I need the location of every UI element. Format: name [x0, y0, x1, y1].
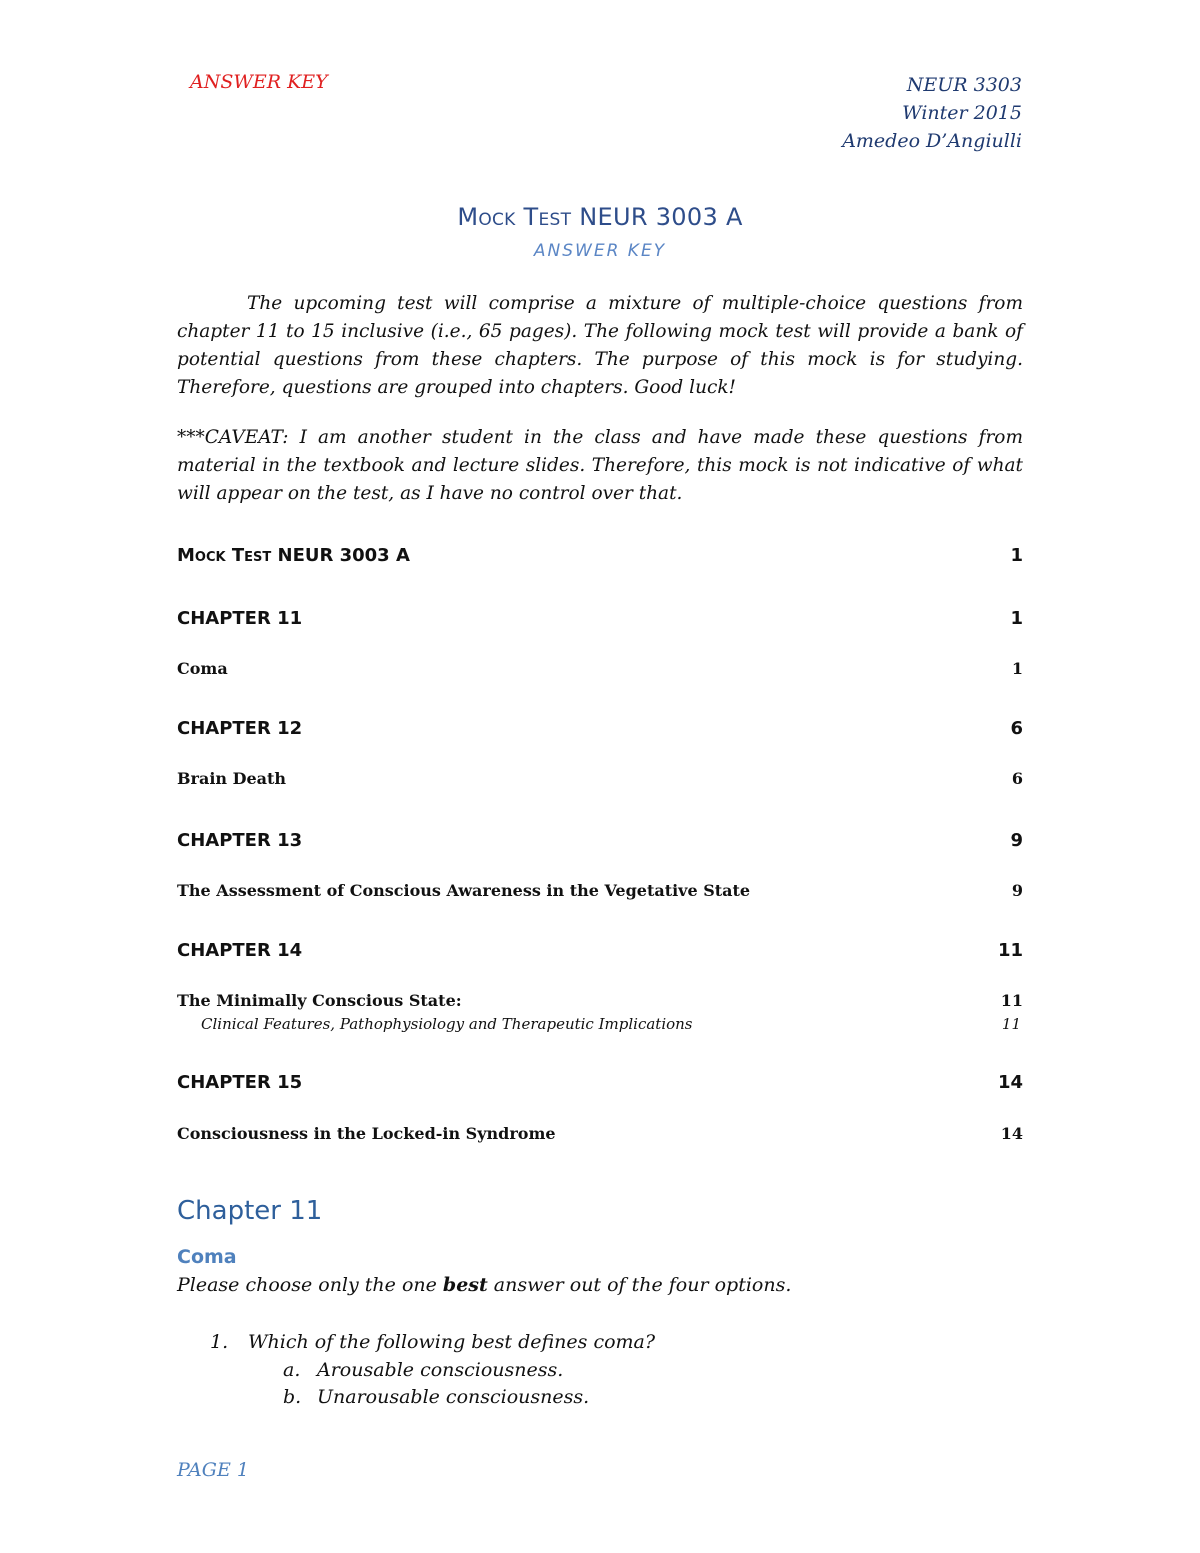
toc-entry-brain-death[interactable]: [177, 769, 1023, 788]
document-title: Mock Test NEUR 3003 A: [457, 203, 743, 231]
toc-entry-label: CHAPTER 15: [177, 1072, 303, 1093]
section-heading: Coma: [177, 1246, 237, 1268]
toc-entry-minimally-conscious-state[interactable]: [177, 991, 1023, 1010]
chapter-heading: Chapter 11: [177, 1196, 323, 1226]
header-info: [842, 71, 1022, 155]
question-number: 1.: [210, 1331, 229, 1353]
toc-entry-label: Consciousness in the Locked-in Syndrome: [177, 1124, 556, 1143]
toc-entry-label: CHAPTER 12: [177, 718, 303, 739]
instructions: [177, 1274, 791, 1296]
toc-entry-page: 9: [1010, 830, 1023, 851]
toc-entry-clinical-features[interactable]: [177, 1015, 1023, 1033]
intro-paragraph: [177, 290, 1023, 402]
toc-entry-page: 6: [1011, 769, 1023, 788]
option-text: Arousable consciousness.: [317, 1359, 564, 1381]
option-letter: b.: [283, 1386, 302, 1408]
toc-entry-locked-in-syndrome[interactable]: [177, 1124, 1023, 1143]
toc-entry-label: Mock Test NEUR 3003 A: [177, 545, 410, 566]
instructions-emphasis: best: [442, 1274, 488, 1296]
toc-entry-label: Brain Death: [177, 769, 287, 788]
toc-entry-chapter-11[interactable]: [177, 608, 1023, 629]
question-item: [210, 1331, 655, 1353]
toc-entry-label: CHAPTER 11: [177, 608, 303, 629]
toc-entry-page: 11: [997, 940, 1023, 961]
toc-entry-label: CHAPTER 13: [177, 830, 303, 851]
toc-entry-chapter-14[interactable]: [177, 940, 1023, 961]
toc-entry-page: 11: [1000, 991, 1023, 1010]
toc-entry-page: 6: [1010, 718, 1023, 739]
toc-entry-vegetative-state[interactable]: [177, 881, 1023, 900]
answer-key-label: ANSWER KEY: [190, 71, 328, 93]
answer-option-b: [283, 1386, 589, 1408]
toc-entry-chapter-12[interactable]: [177, 718, 1023, 739]
caveat-paragraph: ***CAVEAT: I am another student in the class and have made these questions from material in the textbook and lecture slides. Therefore, this mock is not indicative of what will appear on the test, as I have no control over that.: [177, 427, 1023, 504]
document-subtitle: ANSWER KEY: [533, 241, 667, 261]
toc-entry-page: 14: [997, 1072, 1023, 1093]
option-letter: a.: [283, 1359, 301, 1381]
toc-entry-label: CHAPTER 14: [177, 940, 303, 961]
course-code: NEUR 3303: [906, 74, 1022, 96]
toc-entry-page: 14: [1000, 1124, 1023, 1143]
toc-entry-label: The Minimally Conscious State:: [177, 991, 462, 1010]
toc-entry-coma[interactable]: [177, 659, 1023, 678]
question-text: Which of the following best defines coma?: [248, 1331, 656, 1353]
toc-entry-page: 11: [1001, 1015, 1021, 1033]
toc-entry-title[interactable]: [177, 545, 1023, 566]
instructions-text-before: Please choose only the one: [177, 1274, 443, 1296]
page-footer: PAGE 1: [177, 1459, 249, 1481]
toc-entry-label: The Assessment of Conscious Awareness in the Vegetative State: [177, 881, 751, 900]
toc-entry-page: 1: [1010, 608, 1023, 629]
intro-text: The upcoming test will comprise a mixture of multiple-choice questions from chapter 11 to 15 inclusive (i.e., 65 pages). The following mock test will provide a bank of potential questions from these chapters. The purpose of this mock is for studying. Therefore, questions are grouped into chapters. Good luck!: [177, 293, 1023, 398]
toc-entry-chapter-15[interactable]: [177, 1072, 1023, 1093]
toc-entry-label: Coma: [177, 659, 228, 678]
toc-entry-chapter-13[interactable]: [177, 830, 1023, 851]
term: Winter 2015: [902, 102, 1022, 124]
instructions-text-after: answer out of the four options.: [487, 1274, 792, 1296]
toc-entry-page: 9: [1011, 881, 1023, 900]
answer-option-a: [283, 1359, 563, 1381]
toc-entry-page: 1: [1011, 659, 1023, 678]
instructor-name: Amedeo D’Angiulli: [842, 130, 1022, 152]
option-text: Unarousable consciousness.: [317, 1386, 590, 1408]
toc-entry-page: 1: [1010, 545, 1023, 566]
toc-entry-label: Clinical Features, Pathophysiology and Therapeutic Implications: [201, 1015, 693, 1033]
